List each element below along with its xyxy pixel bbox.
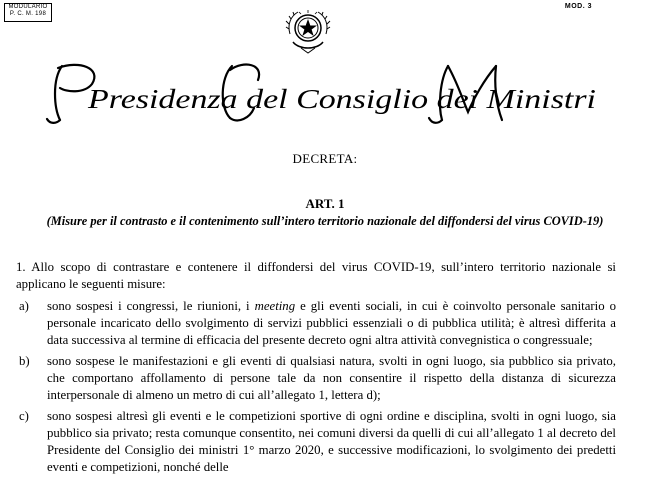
institution-header-text: Presidenza del Consiglio dei Ministri xyxy=(86,84,597,114)
list-item xyxy=(16,353,616,404)
article-number: ART. 1 xyxy=(305,196,345,211)
stamp-line-2: P. C. M. 198 xyxy=(9,11,47,17)
stamp-line-1: MODULARIO xyxy=(8,4,48,10)
item-letter: a) xyxy=(19,299,29,313)
item-letter: c) xyxy=(19,409,29,423)
paragraph-1: 1. Allo scopo di contrastare e contenere il diffondersi del virus COVID-19, sull’intero territorio nazionale si applicano le seguenti misure: xyxy=(16,260,616,291)
item-text-italic: meeting xyxy=(254,299,296,313)
italian-republic-emblem-icon xyxy=(281,4,335,56)
item-text: sono sospesi altresì gli eventi e le competizioni sportive di ogni ordine e disciplina, svolti in ogni luogo, sia pubblico sia privato; resta comunque consentito, nei comuni diversi da quelli di cui all’allegato 1 al decreto del Presidente del Consiglio dei ministri 1° marzo 2020, e successive modificazioni, lo svolgimento dei predetti eventi e competizioni, nonché delle xyxy=(47,409,616,474)
item-text-part: e gli eventi sociali, in cui è coinvolto personale sanitario o personale incaricato dello svolgimento di servizi pubblici essenziali o di pubblica utilità; è altresì differita a data successiva al termine di efficacia del presente decreto ogni altra attività convegnistica o congressuale; xyxy=(47,299,617,347)
list-item xyxy=(16,298,616,349)
measures-list xyxy=(16,298,616,476)
institution-header xyxy=(44,58,604,128)
item-letter: b) xyxy=(19,354,30,368)
item-text-part: sono sospesi i congressi, le riunioni, i xyxy=(47,299,255,313)
decree-body xyxy=(16,259,616,480)
article-subtitle: (Misure per il contrasto e il contenimento sull’intero territorio nazionale del diffondersi del virus COVID-19) xyxy=(46,214,604,228)
item-text: sono sospese le manifestazioni e gli eventi di qualsiasi natura, svolti in ogni luogo, sia pubblico sia privato, che comportano affollamento di persone tale da non consentire il rispetto della distanza di sicurezza interpersonale di almeno un metro di cui all’allegato 1, lettera d); xyxy=(47,354,616,402)
decree-heading: DECRETA: xyxy=(292,151,358,166)
form-code: MOD. 3 xyxy=(564,3,592,10)
item-text xyxy=(47,299,616,347)
list-item xyxy=(16,408,616,476)
modulario-stamp xyxy=(4,3,52,22)
